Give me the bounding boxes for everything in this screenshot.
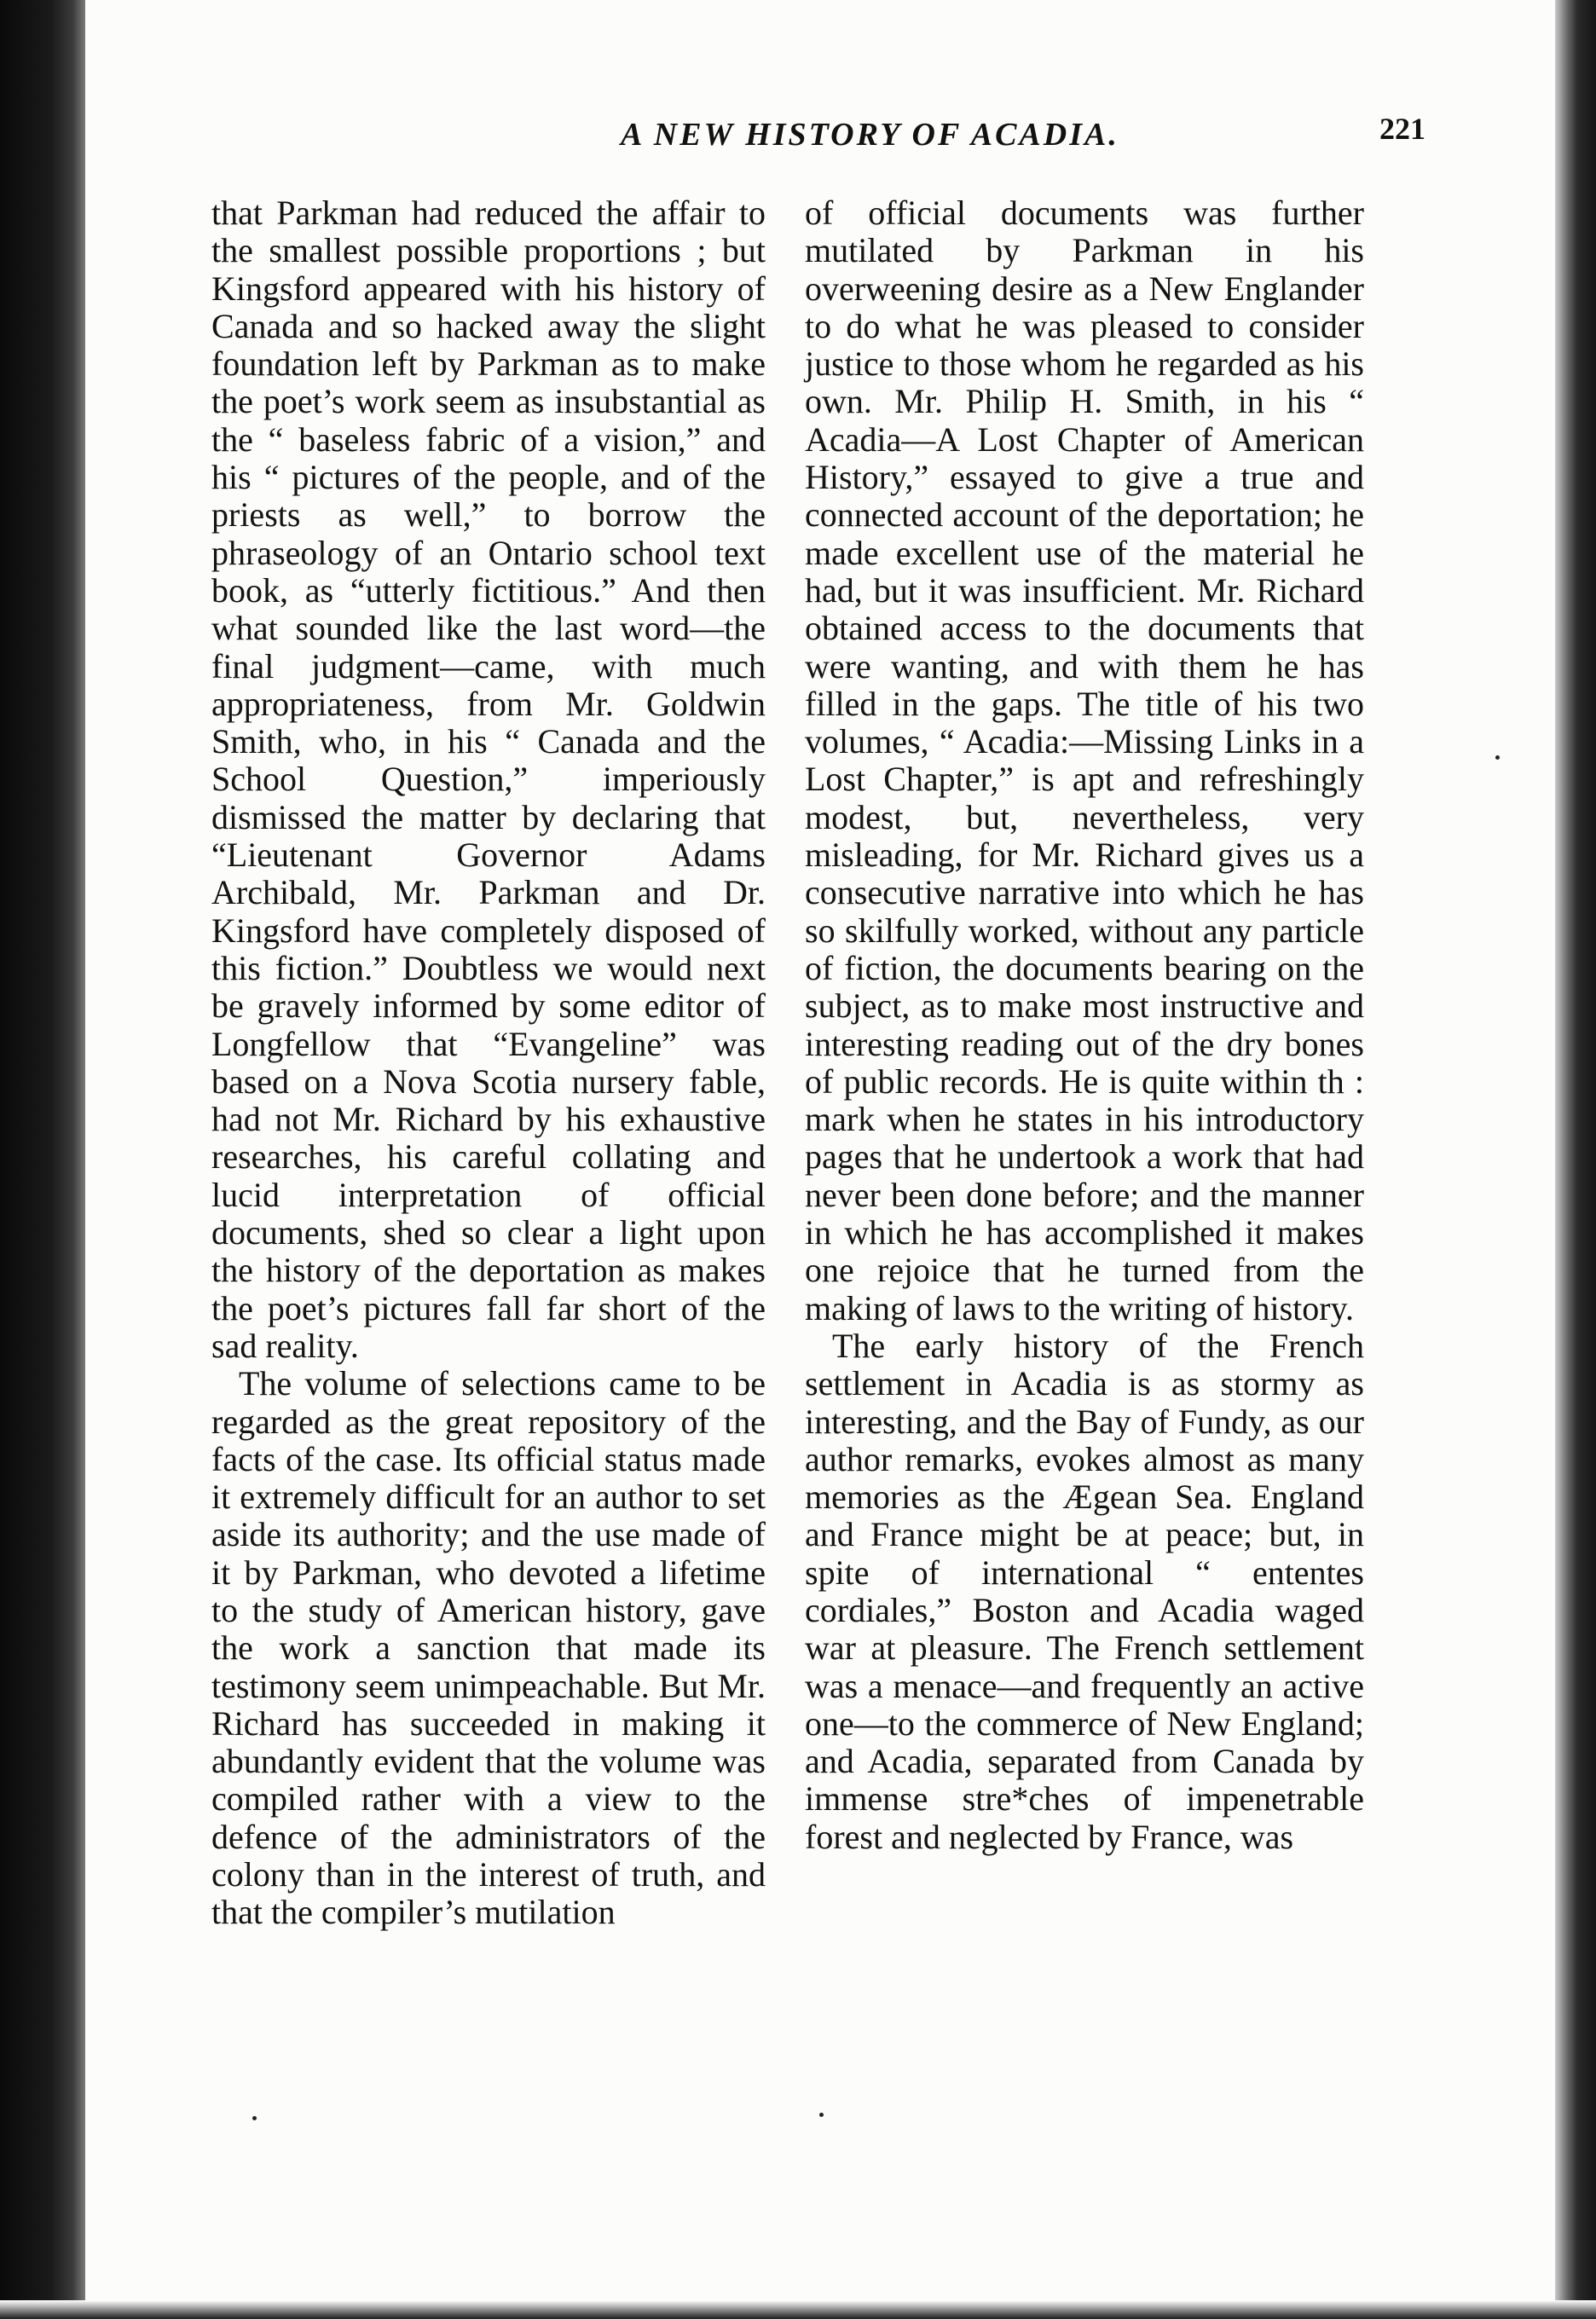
ink-speck xyxy=(1495,755,1500,760)
left-paragraph-1: that Parkman had reduced the affair to the smallest possible proportions ; but Kingsford appeared with his history of Canada and so hacked away the slight foundation left by Parkman as to make the poet’s work seem as insubstantial as the “ baseless fabric of a vision,” and his “ pictures of the people, and of the priests as well,” to borrow the phraseology of an Ontario school text book, as “utterly fictitious.” And then what sounded like the last word—the final judgment—came, with much appropriateness, from Mr. Goldwin Smith, who, in his “ Canada and the School Question,” imperiously dismissed the matter by declaring that “Lieutenant Governor Adams Archibald, Mr. Parkman and Dr. Kingsford have completely disposed of this fiction.” Doubtless we would next be gravely informed by some editor of Longfellow that “Evangeline” was based on a Nova Scotia nursery fable, had not Mr. Richard by his exhaustive researches, his careful collating and lucid interpretation of official documents, shed so clear a light upon the history of the deportation as makes the poet’s pictures fall far short of the sad reality. xyxy=(211,194,766,1365)
ink-speck xyxy=(252,2116,257,2120)
running-title: A NEW HISTORY OF ACADIA. xyxy=(621,117,1119,153)
right-paragraph-1: of official documents was further mutilated by Parkman in his overweening desire as a New Englander to do what he was pleased to consider justice to those whom he regarded as his own. Mr. Philip H. Smith, in his “ Acadia—A Lost Chapter of American History,” essayed to give a true and connected account of the deportation; he made excellent use of the material he had, but it was insufficient. Mr. Richard obtained access to the documents that were wanting, and with them he has filled in the gaps. The title of his two volumes, “ Acadia:—Missing Links in a Lost Chapter,” is apt and refreshingly modest, but, nevertheless, very misleading, for Mr. Richard gives us a consecutive narrative into which he has so skilfully worked, without any particle of fiction, the documents bearing on the subject, as to make most instructive and interesting reading out of the dry bones of public records. He is quite within th : mark when he states in his introductory pages that he undertook a work that had never been done before; and the manner in which he has accomplished it makes one rejoice that he turned from the making of laws to the writing of history. xyxy=(805,194,1364,1327)
left-paragraph-2: The volume of selections came to be regarded as the great repository of the facts of the case. Its official status made it extremely difficult for an author to set aside its authority; and the use made of it by Parkman, who devoted a lifetime to the study of American history, gave the work a sanction that made its testimony seem unimpeachable. But Mr. Richard has succeeded in making it abundantly evident that the volume was compiled rather with a view to the defence of the administrators of the colony than in the interest of truth, and that the compiler’s mutilation xyxy=(211,1364,766,1932)
page-number: 221 xyxy=(1379,112,1425,146)
right-column xyxy=(805,194,1364,1856)
scan-bottom-edge xyxy=(0,2300,1596,2319)
left-column xyxy=(211,194,766,1932)
right-paragraph-2: The early history of the French settlement in Acadia is as stormy as interesting, and the Bay of Fundy, as our author remarks, evokes almost as many memories as the Ægean Sea. England and France might be at peace; but, in spite of international “ ententes cordiales,” Boston and Acadia waged war at pleasure. The French settlement was a menace—and frequently an active one—to the commerce of New England; and Acadia, separated from Canada by immense stre*ches of impenetrable forest and neglected by France, was xyxy=(805,1326,1364,1856)
scan-page-edge xyxy=(1555,0,1596,2319)
scan-binding-shadow xyxy=(0,0,85,2319)
ink-speck xyxy=(819,2113,824,2117)
